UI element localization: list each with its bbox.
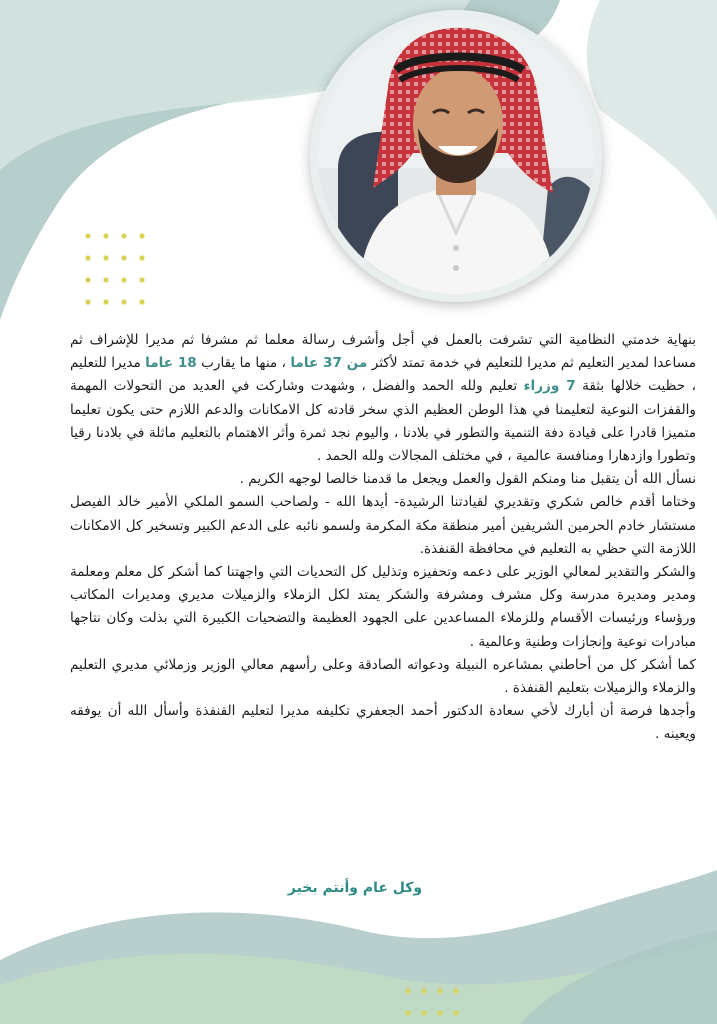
dot-grid-bottom <box>402 985 472 1021</box>
years-highlight: من 37 عاما <box>290 355 368 372</box>
paragraph-intro <box>70 329 696 468</box>
paragraph-thanks-minister: والشكر والتقدير لمعالي الوزير على دعمه وتحفيزه وتذليل كل التحديات التي واجهتنا كما أشكر كل معلم ومعلمة ومدير ومديرة مدرسة وكل مشرف ومشرفة والشكر يمتد لكل الزملاء والزميلات مديري ومديرات المكاتب ورؤساء ورئيسات الأقسام وللزملاء المساعدين على الجهود العظيمة والتضحيات الكبيرة التي بذلت وكان نتاجها مبادرات نوعية وإنجازات وطنية وعالمية . <box>70 564 696 650</box>
top-right-wave <box>587 0 717 220</box>
continuation-text: تعليم ولله الحمد والفضل ، وشهدت وشاركت في العديد من التحولات المهمة والقفزات النوعية لتعليمنا في هذا الوطن العظيم الذي سخر قادته كل الامكانات والدعم اللازم حتى يكون تعليما متميزا قادرا على قيادة دفة التنمية والتطور في بلادنا ، واليوم نجد ثمرة وأثر الاهتمام بالتعليم ماثلة في بلادنا رقيا وتطورا وازدهارا ومنافسة عالمية ، في مختلف المجالات ولله الحمد . <box>70 378 696 465</box>
paragraph-prayer: نسأل الله أن يتقبل منا ومنكم القول والعمل ويجعل ما قدمنا خالصا لوجهه الكريم . <box>239 471 696 488</box>
closing-greeting: وكل عام وأنتم بخير <box>287 880 423 896</box>
intro-text: بنهاية خدمتي النظامية التي تشرفت بالعمل في أجل وأشرف رسالة معلما ثم مشرفا ثم مديرا للإشراف ثم مساعدا لمدير التعليم ثم مديرا للتعليم في خدمة تمتد لأكثر <box>70 332 697 372</box>
director-mid-text: مديرا للتعليم ، حظيت خلالها بثقة <box>70 355 696 395</box>
paragraph-thanks-colleagues: كما أشكر كل من أحاطني بمشاعره النبيلة ودعواته الصادقة وعلى رأسهم معالي الوزير وزملائي مديري التعليم والزملاء والزميلات بتعليم القنفذة . <box>70 656 696 697</box>
ministers-highlight: 7 وزراء <box>523 378 576 395</box>
dot-grid-left <box>82 230 152 310</box>
person-portrait-icon <box>318 18 594 294</box>
paragraph-successor: وأجدها فرصة أن أبارك لأخي سعادة الدكتور أحمد الجعفري تكليفه مديرا لتعليم القنفذة وأسأل الله أن يوفقه ويعينه . <box>70 703 696 743</box>
director-years-highlight: 18 عاما <box>145 355 197 372</box>
paragraph-thanks-leadership: وختاما أقدم خالص شكري وتقديري لقيادتنا الرشيدة- أيدها الله - ولصاحب السمو الملكي الأمير خالد الفيصل مستشار خادم الحرمين الشريفين أمير منطقة مكة المكرمة ولسمو نائبه على الدعم الكبير وتسخير كل الامكانات اللازمة التي حظي به التعليم في محافظة القنفذة. <box>70 494 696 557</box>
years-mid-text: ، منها ما يقارب <box>201 355 286 372</box>
portrait-frame <box>310 10 602 302</box>
message-body <box>70 329 696 747</box>
